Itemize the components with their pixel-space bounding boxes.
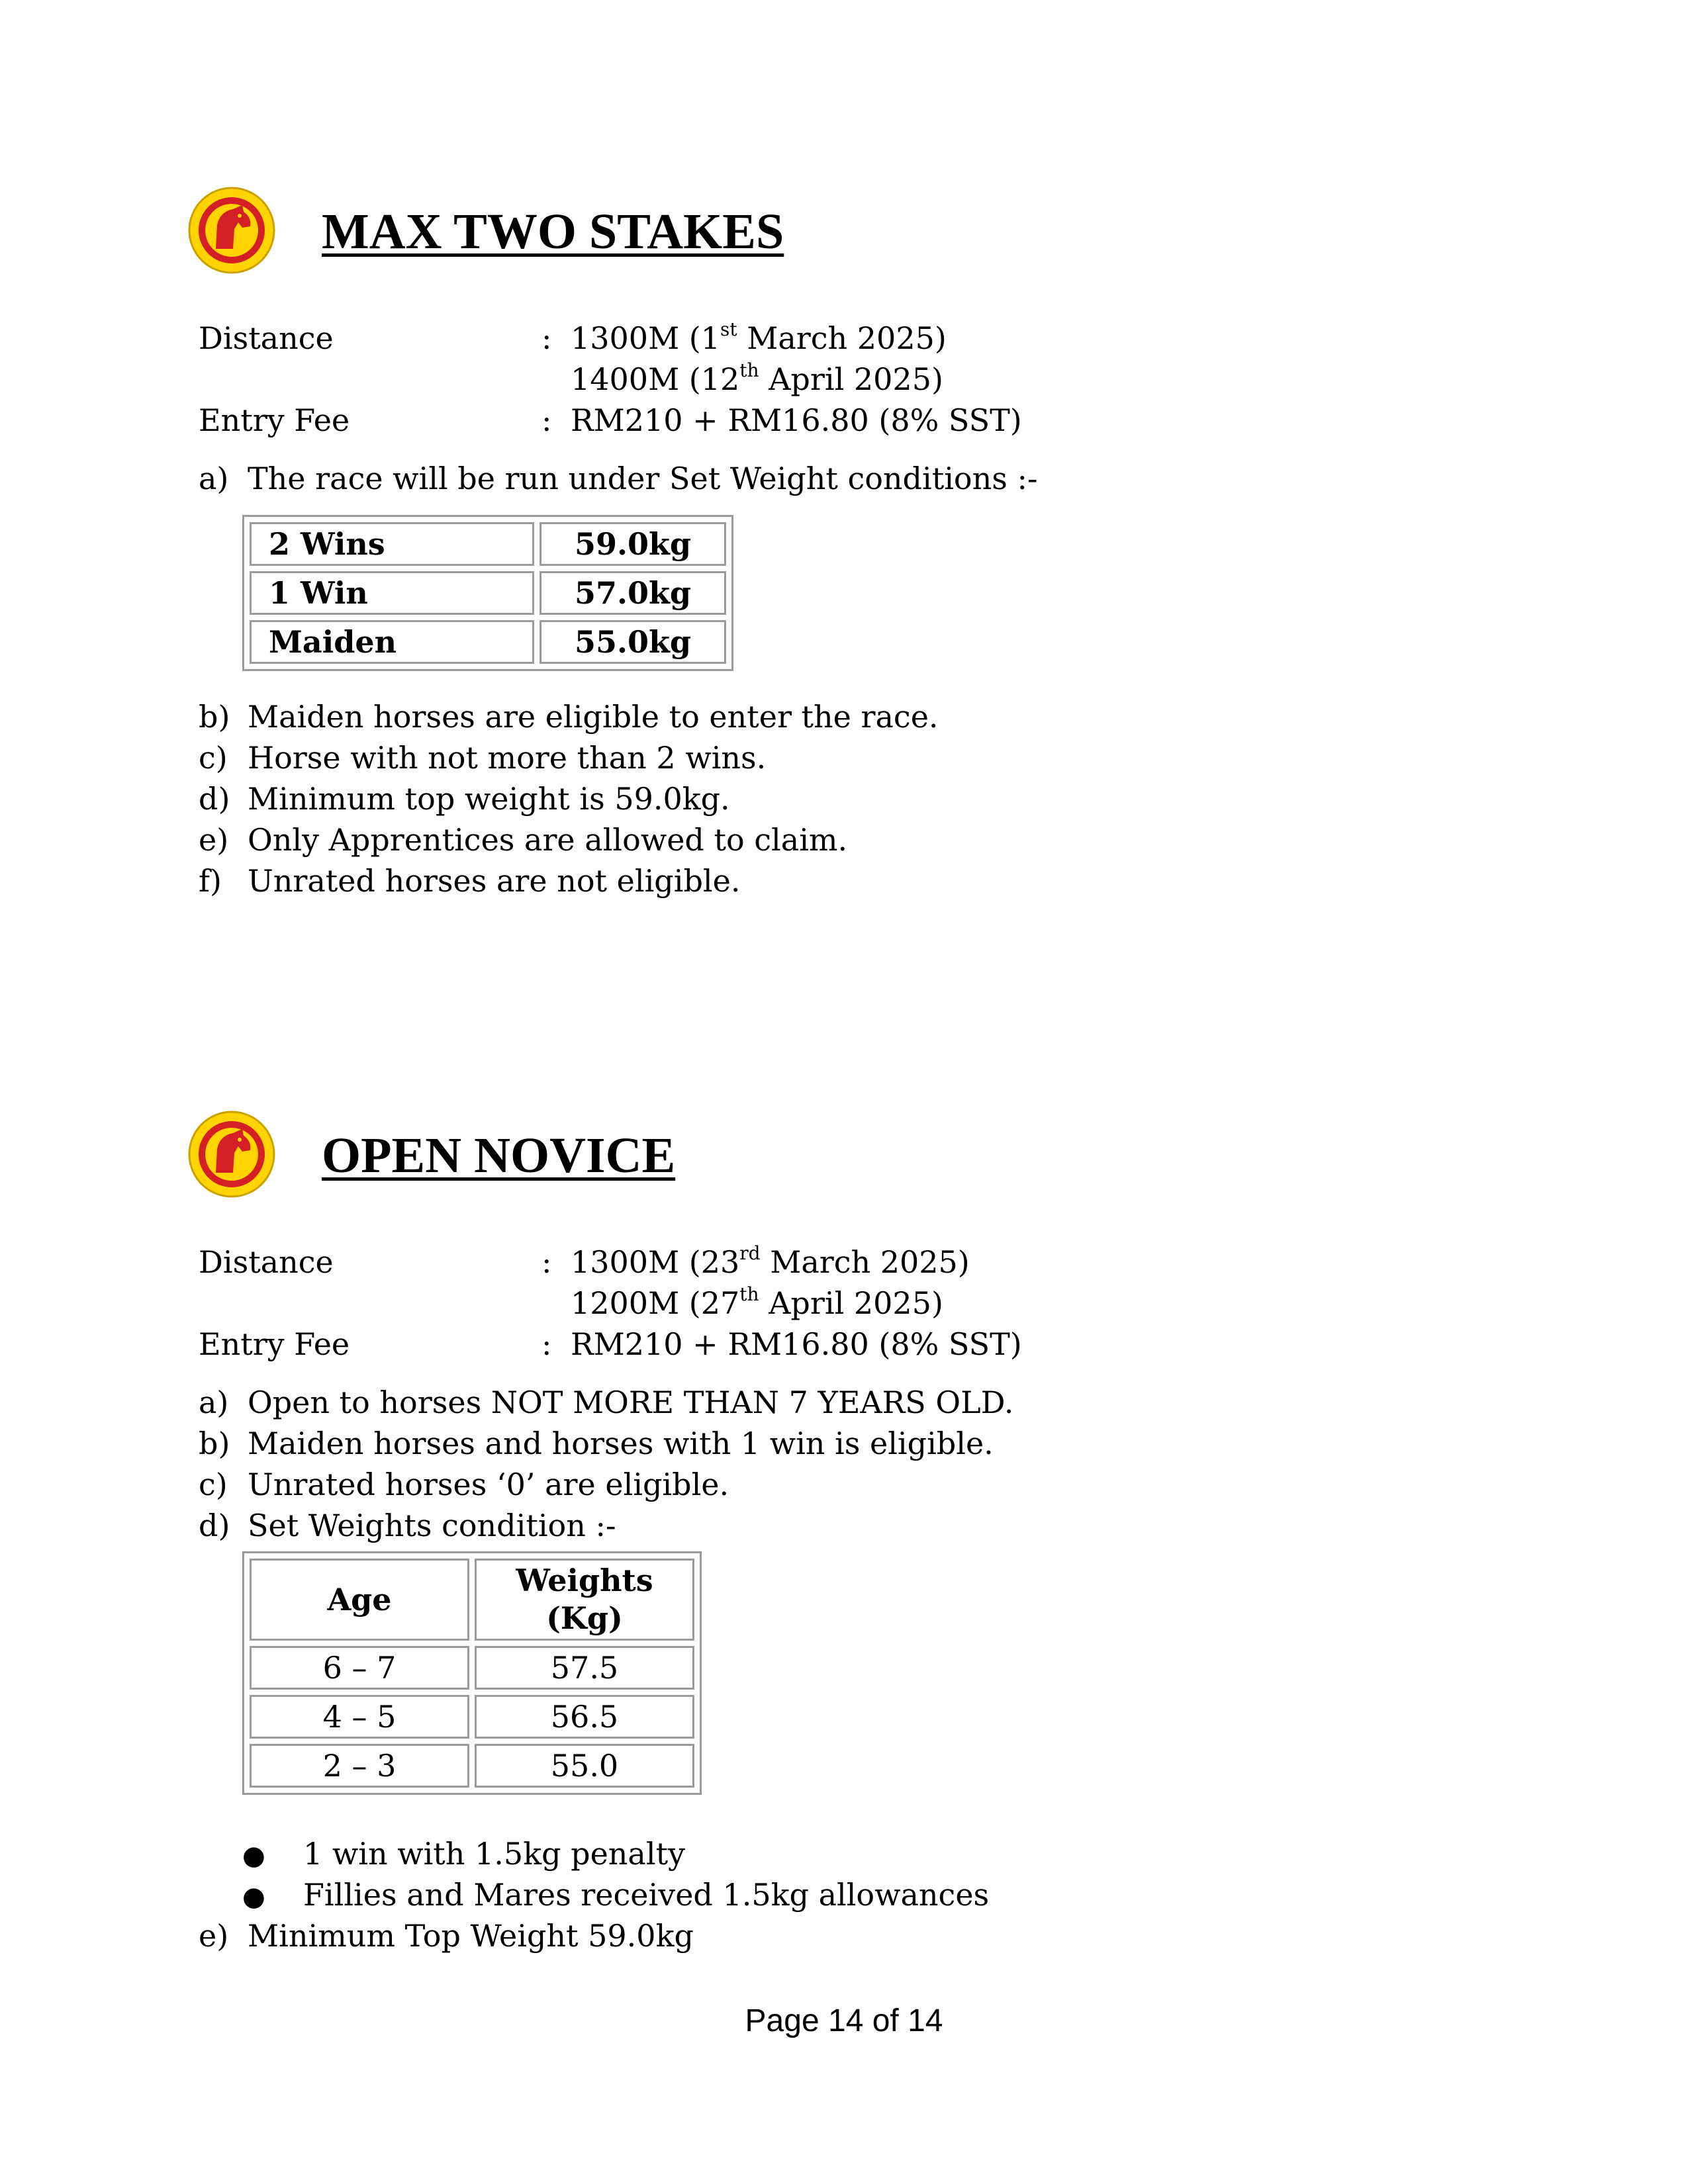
club-logo-icon (187, 1109, 277, 1199)
age-weight-table (242, 1551, 702, 1795)
list-item: Unrated horses ‘0’ are eligible. (248, 1467, 729, 1502)
table-row (250, 1744, 694, 1788)
distance-value: 1400M (12th April 2025) (571, 359, 943, 397)
table-cell: 1 Win (250, 571, 534, 615)
table-header-row (250, 1559, 694, 1641)
bullet-item: Fillies and Mares received 1.5kg allowances (303, 1877, 990, 1913)
list-item: Open to horses NOT MORE THAN 7 YEARS OLD. (248, 1385, 1014, 1420)
table-cell: Maiden (250, 620, 534, 664)
colon: : (541, 1244, 552, 1280)
list-item: The race will be run under Set Weight conditions :- (248, 461, 1038, 496)
bullet-icon: ● (242, 1841, 265, 1871)
table-cell: 59.0kg (539, 522, 726, 566)
entry-fee-value: RM210 + RM16.80 (8% SST) (571, 402, 1022, 438)
colon: : (541, 402, 552, 438)
bullet-icon: ● (242, 1882, 265, 1912)
table-row (250, 1646, 694, 1690)
table-header-weights: Weights (Kg) (475, 1559, 694, 1641)
section-title: MAX TWO STAKES (322, 204, 784, 259)
table-cell: 2 – 3 (250, 1744, 469, 1788)
table-row (250, 620, 726, 664)
list-letter: e) (199, 822, 229, 858)
bullet-item: 1 win with 1.5kg penalty (303, 1836, 686, 1872)
distance-label: Distance (199, 320, 334, 356)
table-cell: 57.0kg (539, 571, 726, 615)
table-row (250, 571, 726, 615)
club-logo-icon (187, 185, 277, 275)
list-item: Horse with not more than 2 wins. (248, 740, 767, 776)
colon: : (541, 320, 552, 356)
table-header-age: Age (250, 1559, 469, 1641)
table-cell: 4 – 5 (250, 1695, 469, 1739)
list-item: Minimum top weight is 59.0kg. (248, 781, 730, 817)
list-item: Only Apprentices are allowed to claim. (248, 822, 848, 858)
entry-fee-value: RM210 + RM16.80 (8% SST) (571, 1326, 1022, 1362)
table-cell: 55.0 (475, 1744, 694, 1788)
distance-value: 1300M (1st March 2025) (571, 318, 947, 356)
table-row (250, 522, 726, 566)
colon: : (541, 1326, 552, 1362)
list-item: Maiden horses and horses with 1 win is eligible. (248, 1426, 994, 1461)
list-letter: d) (199, 1508, 230, 1543)
table-cell: 6 – 7 (250, 1646, 469, 1690)
entry-fee-label: Entry Fee (199, 402, 350, 438)
list-letter: c) (199, 1467, 228, 1502)
page-number: Page 14 of 14 (745, 2003, 943, 2038)
list-letter: b) (199, 1426, 230, 1461)
set-weight-table (242, 515, 733, 671)
list-letter: c) (199, 740, 228, 776)
distance-value: 1200M (27th April 2025) (571, 1283, 943, 1321)
list-letter: b) (199, 699, 230, 735)
table-cell: 57.5 (475, 1646, 694, 1690)
table-cell: 56.5 (475, 1695, 694, 1739)
list-letter: a) (199, 461, 229, 496)
list-letter: d) (199, 781, 230, 817)
table-cell: 55.0kg (539, 620, 726, 664)
list-item: Unrated horses are not eligible. (248, 863, 741, 899)
list-item: Set Weights condition :- (248, 1508, 616, 1543)
distance-value: 1300M (23rd March 2025) (571, 1242, 970, 1280)
distance-label: Distance (199, 1244, 334, 1280)
list-item: Maiden horses are eligible to enter the race. (248, 699, 939, 735)
list-letter: f) (199, 863, 222, 899)
table-row (250, 1695, 694, 1739)
list-letter: e) (199, 1918, 229, 1954)
list-item: Minimum Top Weight 59.0kg (248, 1918, 694, 1954)
table-cell: 2 Wins (250, 522, 534, 566)
entry-fee-label: Entry Fee (199, 1326, 350, 1362)
list-letter: a) (199, 1385, 229, 1420)
section-title: OPEN NOVICE (322, 1128, 676, 1183)
